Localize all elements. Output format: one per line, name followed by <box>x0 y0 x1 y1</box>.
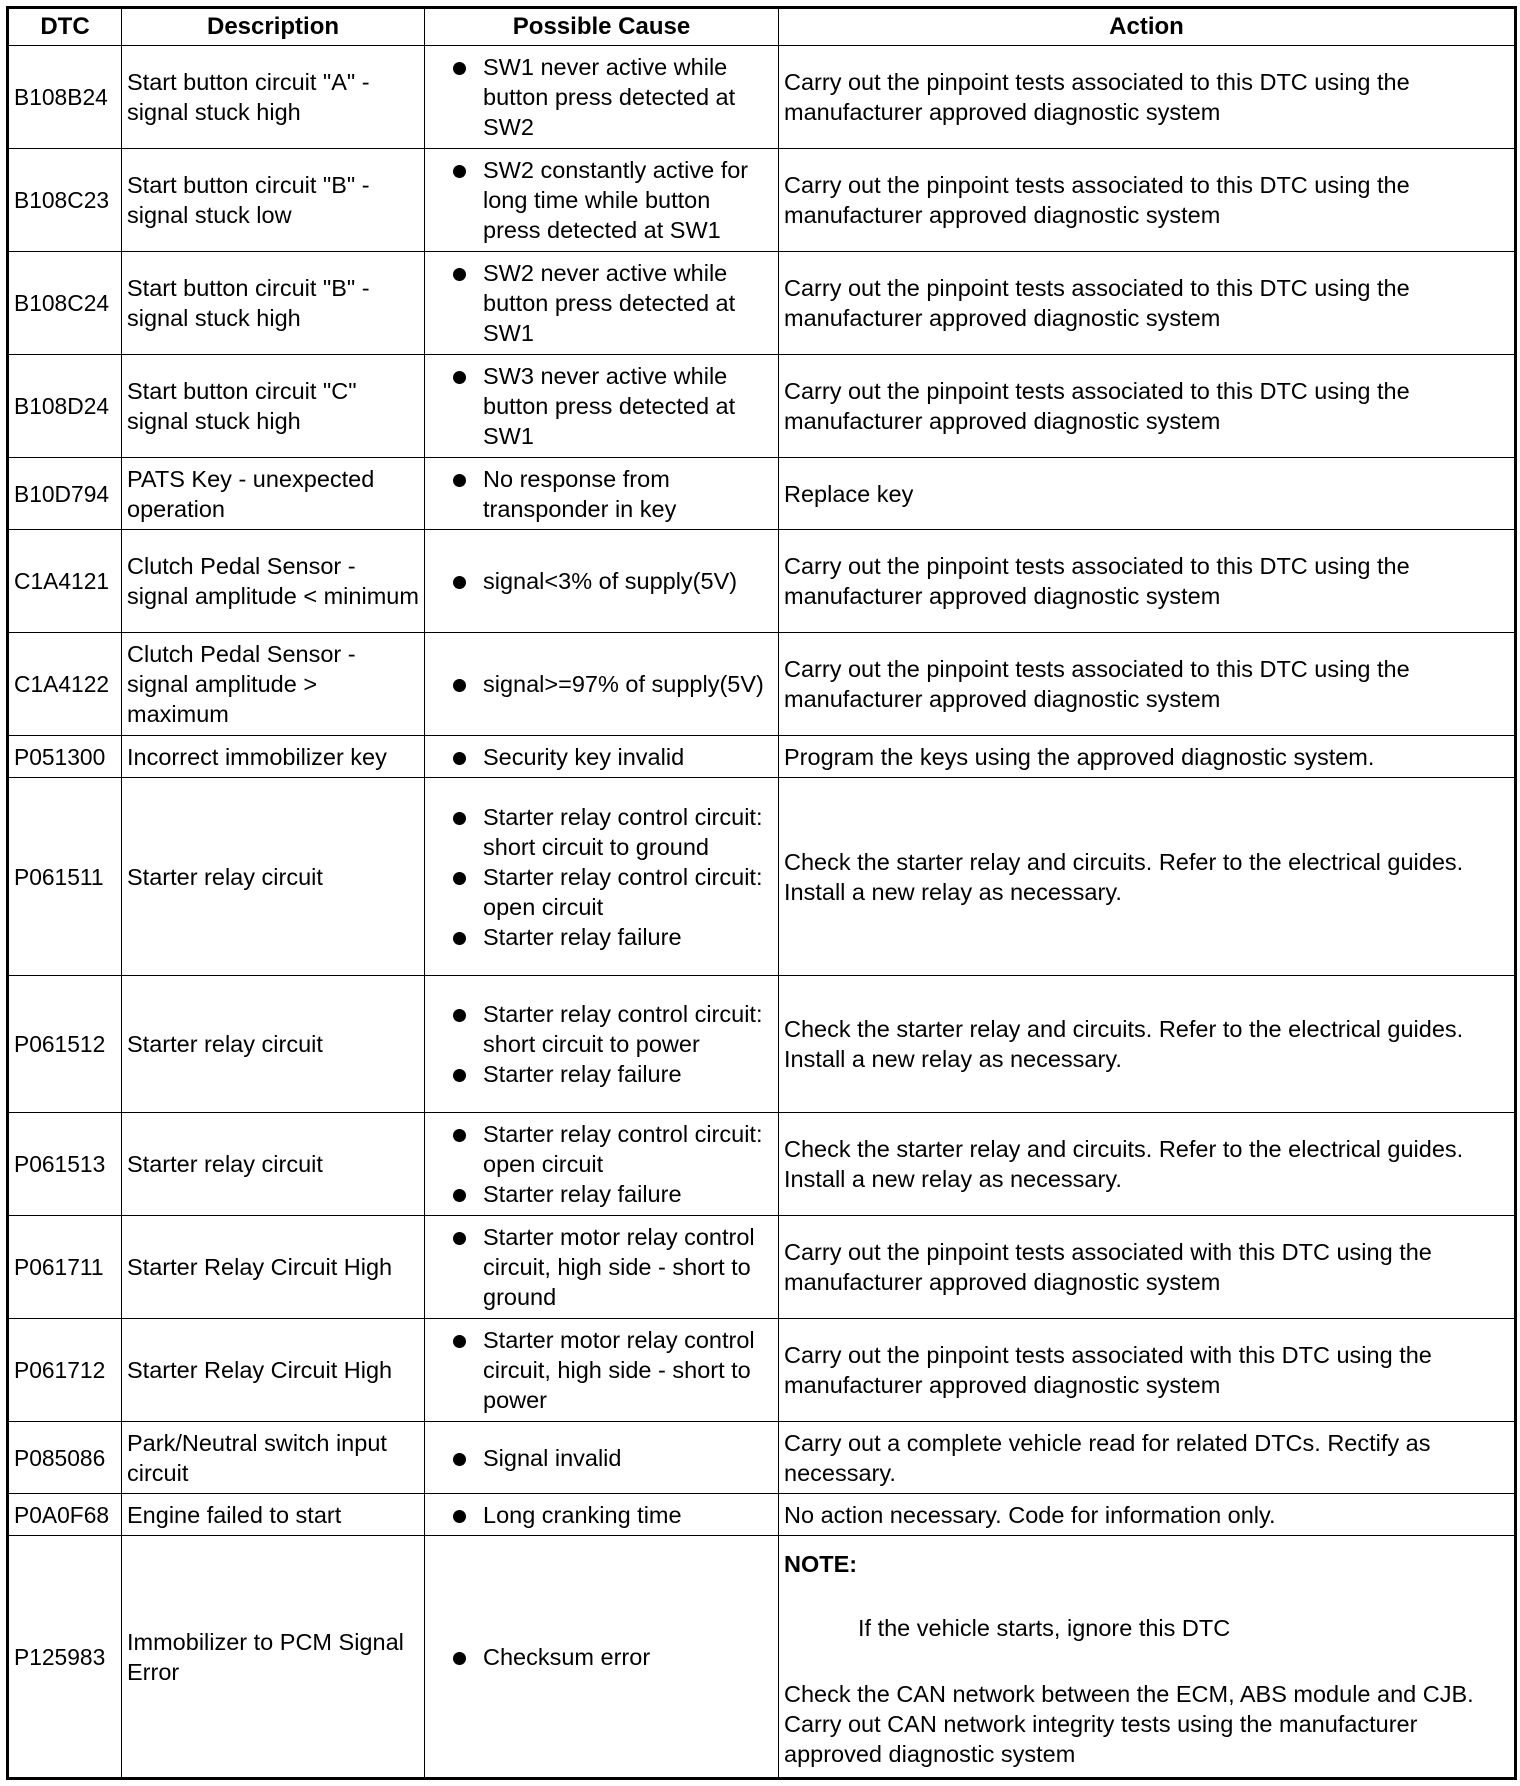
note-title: NOTE: <box>784 1550 858 1577</box>
possible-cause-cell <box>425 458 779 530</box>
dtc-description: Clutch Pedal Sensor - signal amplitude > maximum <box>122 633 425 736</box>
header-possible-cause: Possible Cause <box>425 8 779 46</box>
dtc-description: Start button circuit "C" signal stuck high <box>122 355 425 458</box>
cause-list <box>430 1443 773 1473</box>
cause-list <box>430 464 773 524</box>
cause-list <box>430 361 773 451</box>
table-header-row <box>8 8 1516 46</box>
cause-item: signal<3% of supply(5V) <box>430 566 773 596</box>
action-cell <box>779 1536 1516 1779</box>
cause-item: Checksum error <box>430 1642 773 1672</box>
cause-item: Starter relay failure <box>430 1059 773 1089</box>
table-row <box>8 778 1516 976</box>
cause-item: Starter relay control circuit: short circuit to power <box>430 999 773 1059</box>
cause-list <box>430 802 773 952</box>
possible-cause-cell <box>425 1216 779 1319</box>
cause-list <box>430 999 773 1089</box>
dtc-code: B108C23 <box>8 149 122 252</box>
table-row <box>8 355 1516 458</box>
cause-item: Starter motor relay control circuit, high side - short to ground <box>430 1222 773 1312</box>
cause-item: SW2 constantly active for long time while button press detected at SW1 <box>430 155 773 245</box>
dtc-description: Immobilizer to PCM Signal Error <box>122 1536 425 1779</box>
dtc-description: Start button circuit "A" - signal stuck high <box>122 46 425 149</box>
cause-item: Starter motor relay control circuit, high side - short to power <box>430 1325 773 1415</box>
cause-item: Starter relay control circuit: open circuit <box>430 1119 773 1179</box>
dtc-description: Start button circuit "B" - signal stuck low <box>122 149 425 252</box>
possible-cause-cell <box>425 1494 779 1536</box>
action-cell: Carry out the pinpoint tests associated with this DTC using the manufacturer approved diagnostic system <box>779 1319 1516 1422</box>
table-row <box>8 149 1516 252</box>
note-body: If the vehicle starts, ignore this DTC <box>858 1614 1231 1641</box>
cause-list <box>430 1325 773 1415</box>
cause-item: Starter relay control circuit: short circuit to ground <box>430 802 773 862</box>
action-cell: Check the starter relay and circuits. Refer to the electrical guides. Install a new relay as necessary. <box>779 1113 1516 1216</box>
action-cell: No action necessary. Code for information only. <box>779 1494 1516 1536</box>
action-cell: Carry out the pinpoint tests associated to this DTC using the manufacturer approved diagnostic system <box>779 46 1516 149</box>
cause-item: Security key invalid <box>430 742 773 772</box>
action-text: Check the CAN network between the ECM, ABS module and CJB. Carry out CAN network integrity tests using the manufacturer approved diagnostic system <box>784 1680 1474 1767</box>
table-row <box>8 1494 1516 1536</box>
cause-item: Starter relay failure <box>430 922 773 952</box>
dtc-code: P061712 <box>8 1319 122 1422</box>
cause-list <box>430 742 773 772</box>
dtc-description: Starter relay circuit <box>122 1113 425 1216</box>
dtc-description: Engine failed to start <box>122 1494 425 1536</box>
dtc-code: C1A4121 <box>8 530 122 633</box>
table-body <box>8 46 1516 1779</box>
action-cell: Carry out the pinpoint tests associated to this DTC using the manufacturer approved diagnostic system <box>779 355 1516 458</box>
cause-list <box>430 669 773 699</box>
cause-item: SW1 never active while button press detected at SW2 <box>430 52 773 142</box>
cause-list <box>430 1119 773 1209</box>
cause-item: No response from transponder in key <box>430 464 773 524</box>
possible-cause-cell <box>425 1536 779 1779</box>
dtc-code: P061511 <box>8 778 122 976</box>
dtc-code: B108B24 <box>8 46 122 149</box>
action-cell: Carry out the pinpoint tests associated to this DTC using the manufacturer approved diagnostic system <box>779 149 1516 252</box>
dtc-code: P061711 <box>8 1216 122 1319</box>
table-row <box>8 976 1516 1113</box>
action-cell: Carry out the pinpoint tests associated with this DTC using the manufacturer approved diagnostic system <box>779 1216 1516 1319</box>
dtc-description: PATS Key - unexpected operation <box>122 458 425 530</box>
possible-cause-cell <box>425 355 779 458</box>
dtc-description: Starter relay circuit <box>122 778 425 976</box>
dtc-code: P0A0F68 <box>8 1494 122 1536</box>
table-row <box>8 1422 1516 1494</box>
dtc-code: P051300 <box>8 736 122 778</box>
header-description: Description <box>122 8 425 46</box>
table-row <box>8 1216 1516 1319</box>
action-cell: Program the keys using the approved diagnostic system. <box>779 736 1516 778</box>
possible-cause-cell <box>425 633 779 736</box>
possible-cause-cell <box>425 736 779 778</box>
possible-cause-cell <box>425 530 779 633</box>
cause-item: Starter relay control circuit: open circuit <box>430 862 773 922</box>
dtc-code: P061512 <box>8 976 122 1113</box>
cause-list <box>430 1500 773 1530</box>
dtc-description: Starter Relay Circuit High <box>122 1319 425 1422</box>
action-cell: Check the starter relay and circuits. Refer to the electrical guides. Install a new relay as necessary. <box>779 976 1516 1113</box>
possible-cause-cell <box>425 149 779 252</box>
table-row <box>8 252 1516 355</box>
dtc-code: P085086 <box>8 1422 122 1494</box>
table-row <box>8 1113 1516 1216</box>
dtc-code: B108C24 <box>8 252 122 355</box>
header-action: Action <box>779 8 1516 46</box>
cause-list <box>430 52 773 142</box>
possible-cause-cell <box>425 976 779 1113</box>
cause-item: Starter relay failure <box>430 1179 773 1209</box>
cause-item: Long cranking time <box>430 1500 773 1530</box>
table-row <box>8 633 1516 736</box>
action-cell: Replace key <box>779 458 1516 530</box>
dtc-table <box>6 6 1517 1780</box>
dtc-code: C1A4122 <box>8 633 122 736</box>
cause-item: SW2 never active while button press detected at SW1 <box>430 258 773 348</box>
action-cell: Check the starter relay and circuits. Refer to the electrical guides. Install a new relay as necessary. <box>779 778 1516 976</box>
dtc-code: B108D24 <box>8 355 122 458</box>
dtc-description: Clutch Pedal Sensor - signal amplitude < minimum <box>122 530 425 633</box>
action-cell: Carry out the pinpoint tests associated to this DTC using the manufacturer approved diagnostic system <box>779 530 1516 633</box>
possible-cause-cell <box>425 46 779 149</box>
table-row <box>8 530 1516 633</box>
table-row <box>8 736 1516 778</box>
header-dtc: DTC <box>8 8 122 46</box>
table-row <box>8 1319 1516 1422</box>
action-cell: Carry out the pinpoint tests associated to this DTC using the manufacturer approved diagnostic system <box>779 633 1516 736</box>
cause-item: SW3 never active while button press detected at SW1 <box>430 361 773 451</box>
possible-cause-cell <box>425 1113 779 1216</box>
possible-cause-cell <box>425 252 779 355</box>
action-cell: Carry out a complete vehicle read for related DTCs. Rectify as necessary. <box>779 1422 1516 1494</box>
table-row <box>8 46 1516 149</box>
possible-cause-cell <box>425 1319 779 1422</box>
cause-list <box>430 566 773 596</box>
cause-item: Signal invalid <box>430 1443 773 1473</box>
dtc-table-container <box>6 6 1514 1780</box>
dtc-code: P061513 <box>8 1113 122 1216</box>
action-cell: Carry out the pinpoint tests associated to this DTC using the manufacturer approved diagnostic system <box>779 252 1516 355</box>
dtc-code: P125983 <box>8 1536 122 1779</box>
dtc-description: Park/Neutral switch input circuit <box>122 1422 425 1494</box>
possible-cause-cell <box>425 778 779 976</box>
dtc-description: Incorrect immobilizer key <box>122 736 425 778</box>
possible-cause-cell <box>425 1422 779 1494</box>
cause-item: signal>=97% of supply(5V) <box>430 669 773 699</box>
table-row <box>8 458 1516 530</box>
dtc-description: Start button circuit "B" - signal stuck high <box>122 252 425 355</box>
cause-list <box>430 1222 773 1312</box>
dtc-code: B10D794 <box>8 458 122 530</box>
cause-list <box>430 258 773 348</box>
dtc-description: Starter relay circuit <box>122 976 425 1113</box>
cause-list <box>430 1642 773 1672</box>
dtc-description: Starter Relay Circuit High <box>122 1216 425 1319</box>
table-row <box>8 1536 1516 1779</box>
cause-list <box>430 155 773 245</box>
